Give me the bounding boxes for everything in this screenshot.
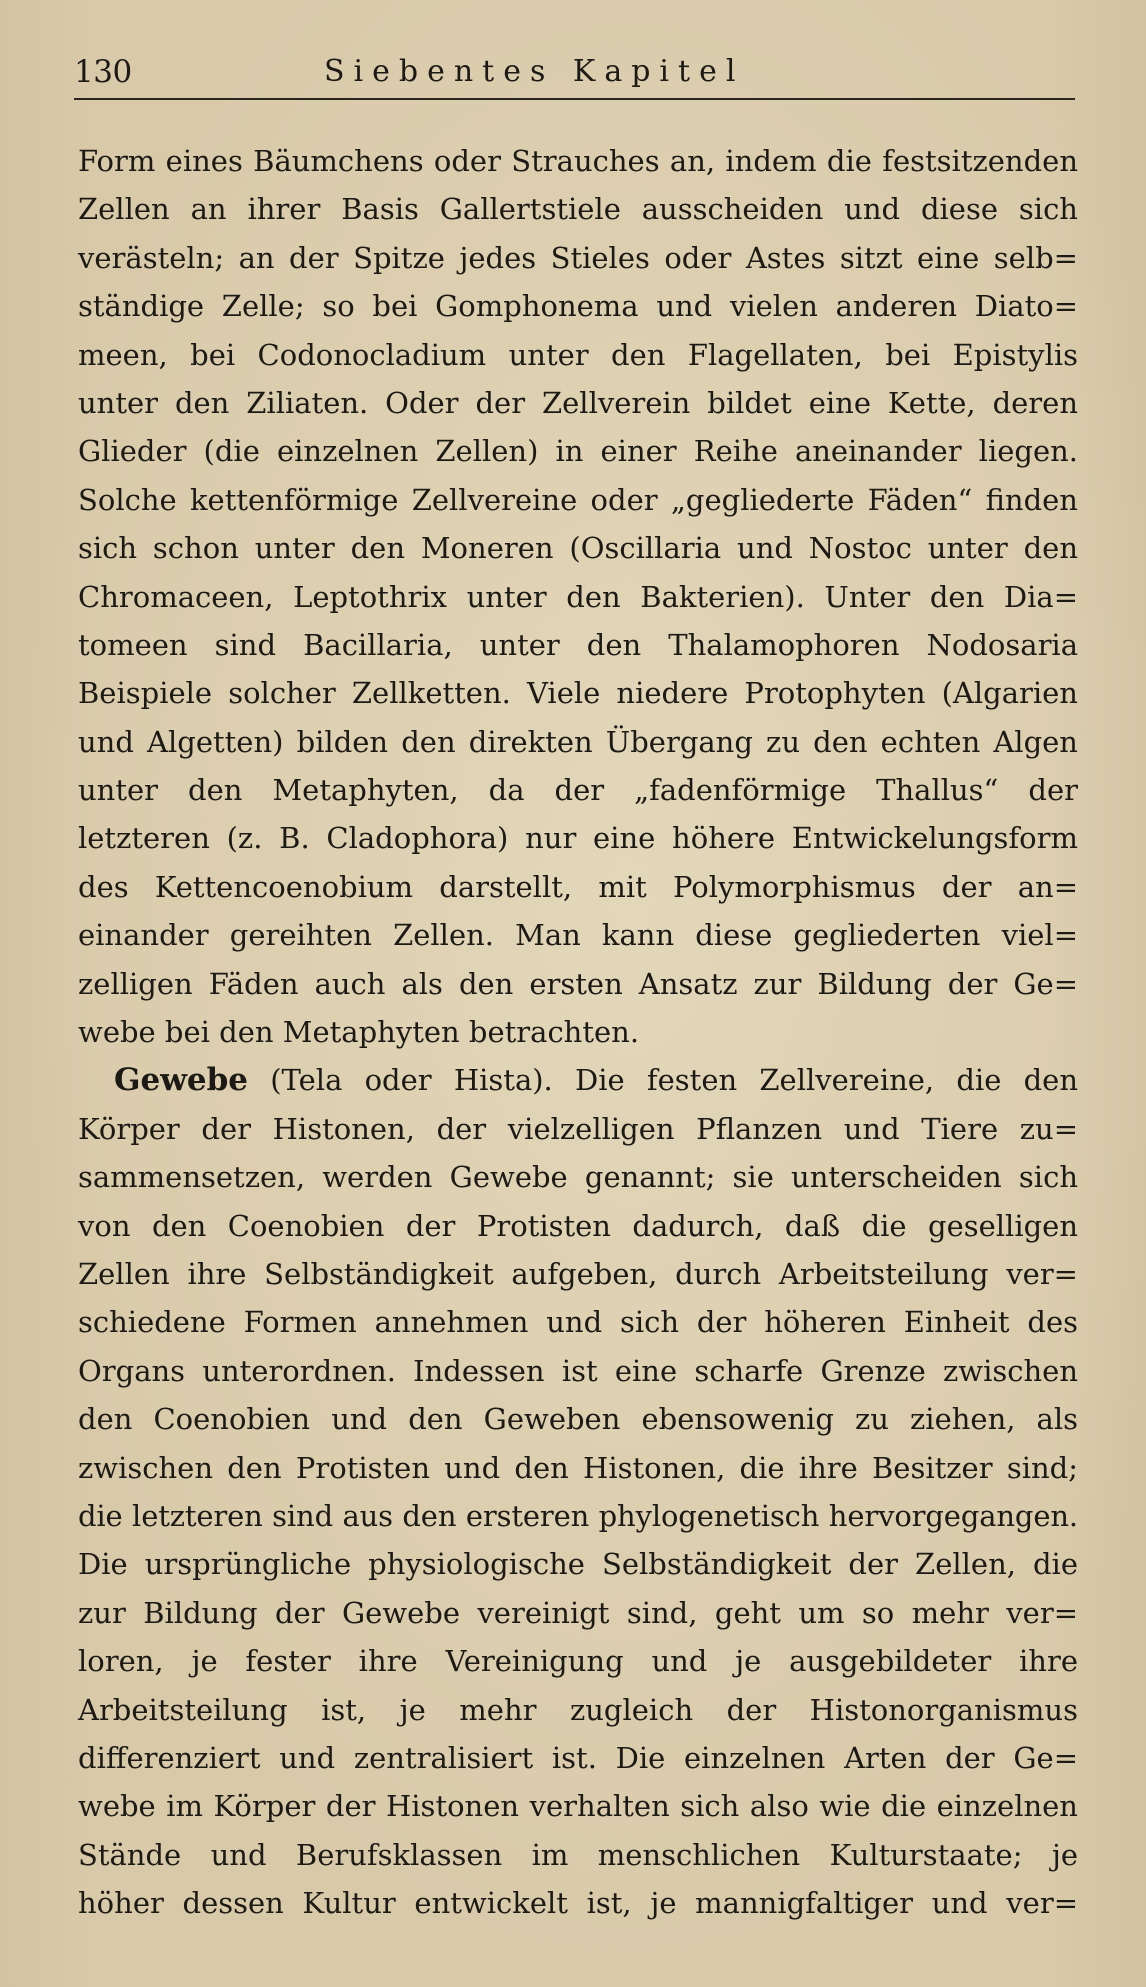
text-line: Glieder (die einzelnen Zellen) in einer Reihe aneinander liegen. <box>78 434 1078 469</box>
text-line: differenziert und zentralisiert ist. Die einzelnen Arten der Ge= <box>78 1740 1078 1775</box>
text-line: letzteren (z. B. Cladophora) nur eine höhere Entwickelungsform <box>78 821 1078 856</box>
text-line: den Coenobien und den Geweben ebensowenig zu ziehen, als <box>78 1402 1078 1437</box>
text-line: Zellen an ihrer Basis Gallertstiele ausscheiden und diese sich <box>78 192 1078 227</box>
text-line: unter den Metaphyten, da der „fadenförmige Thallus“ der <box>78 773 1078 808</box>
running-head <box>74 50 1074 102</box>
text-line: sammensetzen, werden Gewebe genannt; sie unterscheiden sich <box>78 1160 1078 1195</box>
text-line: zwischen den Protisten und den Histonen, die ihre Besitzer sind; <box>78 1450 1078 1485</box>
chapter-title: Siebentes Kapitel <box>324 54 745 89</box>
header-rule <box>74 98 1075 100</box>
text-line: Solche kettenförmige Zellvereine oder „gegliederte Fäden“ finden <box>78 482 1078 517</box>
text-line: sich schon unter den Moneren (Oscillaria und Nostoc unter den <box>78 531 1078 566</box>
text-line: des Kettencoenobium darstellt, mit Polymorphismus der an= <box>78 869 1078 904</box>
text-line: Beispiele solcher Zellketten. Viele niedere Protophyten (Algarien <box>78 676 1078 711</box>
text-line: webe im Körper der Histonen verhalten sich also wie die einzelnen <box>78 1789 1078 1824</box>
text-line-heading <box>78 1056 1078 1104</box>
text-line: Stände und Berufsklassen im menschlichen Kulturstaate; je <box>78 1837 1078 1872</box>
text-line: einander gereihten Zellen. Man kann diese gegliederten viel= <box>78 918 1078 953</box>
text-line: loren, je fester ihre Vereinigung und je ausgebildeter ihre <box>78 1644 1078 1679</box>
page-number: 130 <box>74 54 132 90</box>
paragraph-plant-colonies <box>78 137 1078 1056</box>
paragraph-gewebe <box>78 1056 1078 1927</box>
text-line: Chromaceen, Leptothrix unter den Bakterien). Unter den Dia= <box>78 579 1078 614</box>
text-line: meen, bei Codonocladium unter den Flagellaten, bei Epistylis <box>78 337 1078 372</box>
text-line: verästeln; an der Spitze jedes Stieles oder Astes sitzt eine selb= <box>78 240 1078 275</box>
keyword-gewebe: Gewebe <box>114 1062 249 1099</box>
text-line: Form eines Bäumchens oder Strauches an, indem die festsitzenden <box>78 144 1078 178</box>
text-line: höher dessen Kultur entwickelt ist, je mannigfaltiger und ver= <box>78 1886 1078 1921</box>
text-line: Zellen ihre Selbständigkeit aufgeben, durch Arbeitsteilung ver= <box>78 1256 1078 1291</box>
text-line: zur Bildung der Gewebe vereinigt sind, geht um so mehr ver= <box>78 1595 1078 1630</box>
text-line: webe bei den Metaphyten betrachten. <box>78 1015 640 1050</box>
text-line: von den Coenobien der Protisten dadurch, daß die geselligen <box>78 1208 1078 1243</box>
text-line: und Algetten) bilden den direkten Übergang zu den echten Algen <box>78 724 1078 759</box>
heading-line-rest: (Tela oder Hista). Die festen Zellvereine, die den <box>248 1063 1078 1098</box>
text-line: schiedene Formen annehmen und sich der höheren Einheit des <box>78 1305 1078 1340</box>
text-line: Körper der Histonen, der vielzelligen Pflanzen und Tiere zu= <box>78 1111 1078 1146</box>
body-text <box>78 137 1078 1927</box>
text-line: unter den Ziliaten. Oder der Zellverein bildet eine Kette, deren <box>78 385 1078 420</box>
text-line: die letzteren sind aus den ersteren phylogenetisch hervorgegangen. <box>78 1498 1078 1533</box>
text-line: Arbeitsteilung ist, je mehr zugleich der Histonorganismus <box>78 1692 1078 1727</box>
text-line: Die ursprüngliche physiologische Selbständigkeit der Zellen, die <box>78 1547 1078 1582</box>
text-line: tomeen sind Bacillaria, unter den Thalamophoren Nodosaria <box>78 627 1078 662</box>
text-line: zelligen Fäden auch als den ersten Ansatz zur Bildung der Ge= <box>78 966 1078 1001</box>
text-line: ständige Zelle; so bei Gomphonema und vielen anderen Diato= <box>78 289 1078 324</box>
text-line: Organs unterordnen. Indessen ist eine scharfe Grenze zwischen <box>78 1353 1078 1388</box>
